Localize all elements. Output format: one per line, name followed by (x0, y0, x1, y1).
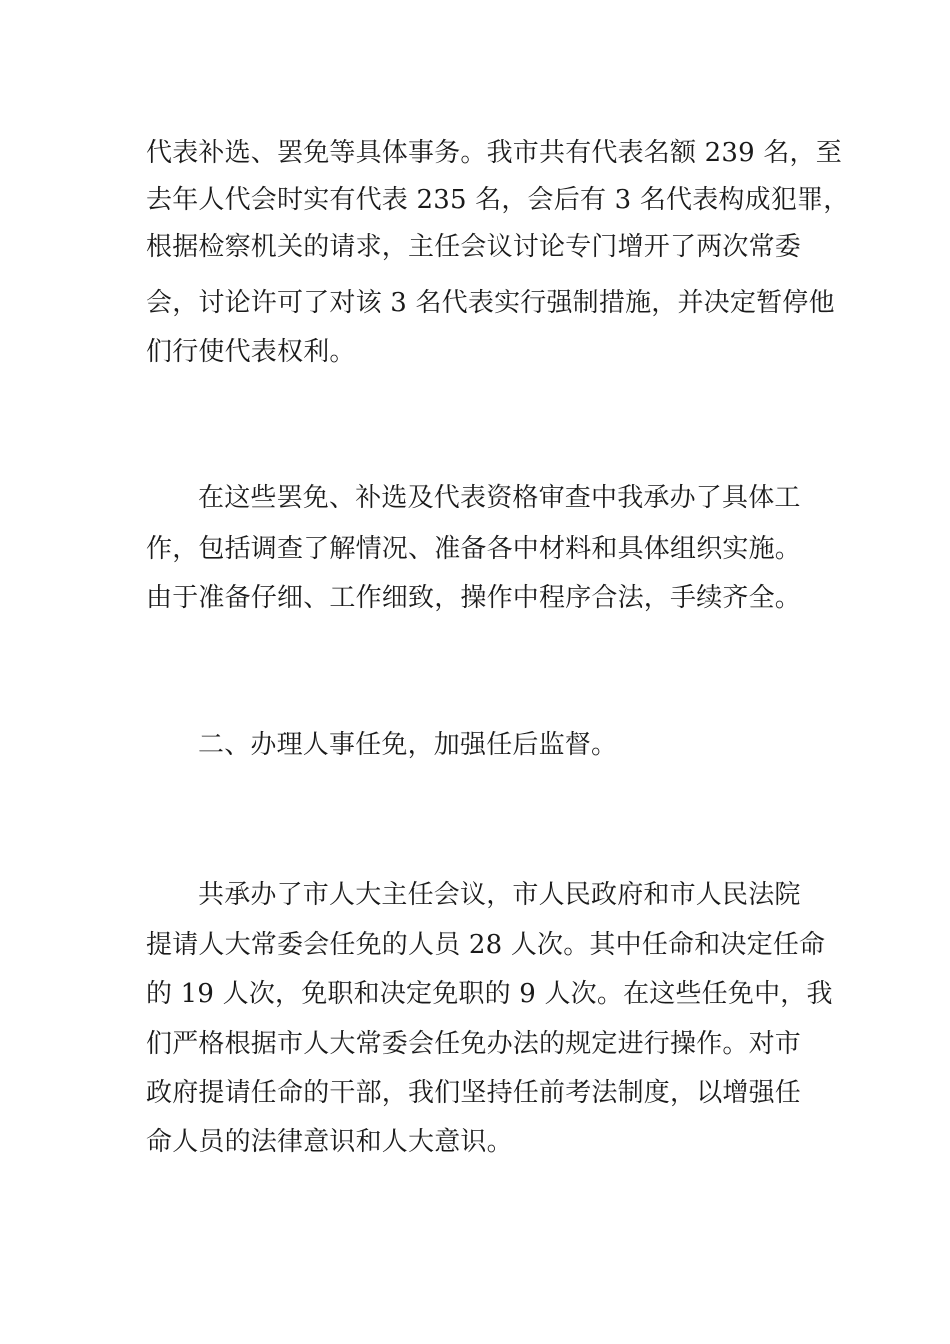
text-line: 作，包括调查了解情况、准备各中材料和具体组织实施。 (146, 534, 802, 564)
text-line: 去年人代会时实有代表 235 名，会后有 3 名代表构成犯罪， (146, 185, 850, 215)
text-line: 根据检察机关的请求，主任会议讨论专门增开了两次常委 (146, 232, 802, 262)
text-line: 由于准备仔细、工作细致，操作中程序合法，手续齐全。 (146, 583, 802, 613)
text-line: 们严格根据市人大常委会任免办法的规定进行操作。对市 (146, 1029, 802, 1059)
text-line: 们行使代表权利。 (146, 337, 356, 367)
text-line: 政府提请任命的干部，我们坚持任前考法制度，以增强任 (146, 1078, 802, 1108)
text-line: 命人员的法律意识和人大意识。 (146, 1127, 513, 1157)
text-line: 在这些罢免、补选及代表资格审查中我承办了具体工 (198, 483, 801, 513)
text-line: 代表补选、罢免等具体事务。我市共有代表名额 239 名，至 (146, 138, 842, 168)
text-line: 的 19 人次，免职和决定免职的 9 人次。在这些任免中，我 (146, 979, 833, 1009)
text-line: 共承办了市人大主任会议，市人民政府和市人民法院 (198, 880, 801, 910)
text-line: 提请人大常委会任免的人员 28 人次。其中任命和决定任命 (146, 930, 826, 960)
section-heading: 二、办理人事任免，加强任后监督。 (198, 730, 618, 760)
text-line: 会，讨论许可了对该 3 名代表实行强制措施，并决定暂停他 (146, 288, 835, 318)
